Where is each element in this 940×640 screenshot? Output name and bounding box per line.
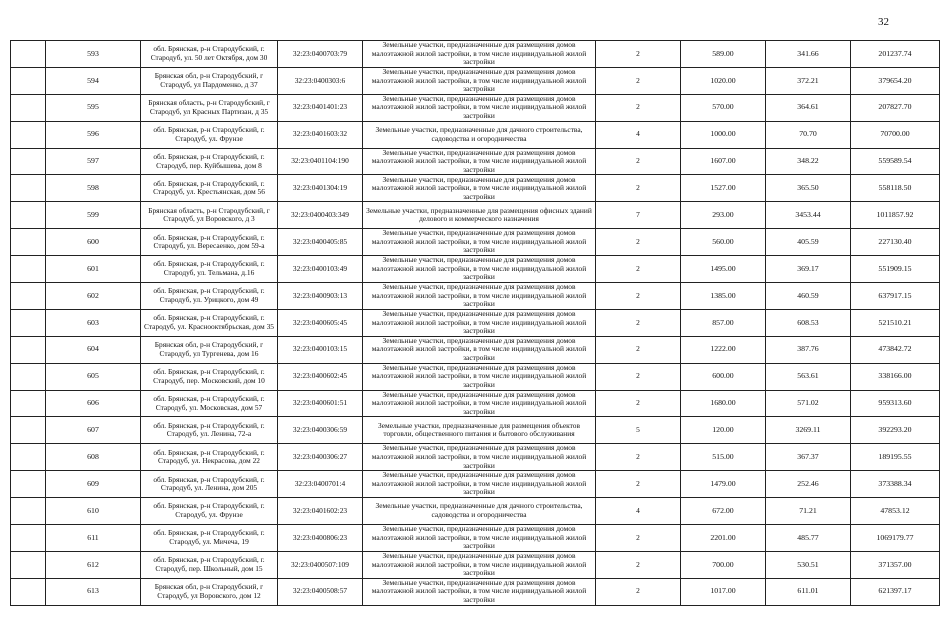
specific-value-cell: 563.61 [766,363,851,390]
cadastral-number-cell: 32:23:0400806:23 [278,525,363,552]
table-row [11,551,940,578]
empty-cell [11,283,46,310]
area-cell: 1020.00 [681,67,766,94]
group-cell: 2 [596,363,681,390]
address-cell: обл. Брянская, р-н Стародубский, г. Стародуб, ул. Крестьянская, дом 56 [141,175,278,202]
row-number-cell: 607 [46,417,141,444]
cadastral-number-cell: 32:23:0400605:45 [278,309,363,336]
cadastral-value-cell: 558118.50 [851,175,940,202]
specific-value-cell: 460.59 [766,283,851,310]
address-cell: Брянская обл, р-н Стародубский, г Стародуб, ул Пардоменко, д 37 [141,67,278,94]
group-cell: 2 [596,229,681,256]
empty-cell [11,525,46,552]
cadastral-value-cell: 1011857.92 [851,202,940,229]
group-cell: 2 [596,283,681,310]
area-cell: 1527.00 [681,175,766,202]
table-row [11,283,940,310]
specific-value-cell: 3453.44 [766,202,851,229]
address-cell: обл. Брянская, р-н Стародубский, г. Стародуб, пер. Куйбышева, дом 8 [141,148,278,175]
empty-cell [11,498,46,525]
address-cell: обл. Брянская, р-н Стародубский, г. Стародуб, ул. Московская, дом 57 [141,390,278,417]
table-row [11,498,940,525]
cadastral-value-cell: 201237.74 [851,41,940,68]
address-cell: обл. Брянская, р-н Стародубский, г. Стародуб, ул. Вересаенко, дом 59-а [141,229,278,256]
group-cell: 2 [596,41,681,68]
specific-value-cell: 252.46 [766,471,851,498]
cadastral-value-cell: 637917.15 [851,283,940,310]
group-cell: 2 [596,471,681,498]
area-cell: 1000.00 [681,121,766,148]
cadastral-number-cell: 32:23:0400303:6 [278,67,363,94]
empty-cell [11,551,46,578]
land-use-cell: Земельные участки, предназначенные для размещения домов малоэтажной жилой застройки, в том числе индивидуальной жилой застройки [363,67,596,94]
group-cell: 5 [596,417,681,444]
specific-value-cell: 571.02 [766,390,851,417]
address-cell: обл. Брянская, р-н Стародубский, г. Стародуб, ул. Фрунзе [141,498,278,525]
empty-cell [11,202,46,229]
area-cell: 1222.00 [681,336,766,363]
empty-cell [11,94,46,121]
group-cell: 2 [596,525,681,552]
area-cell: 1495.00 [681,256,766,283]
row-number-cell: 613 [46,578,141,605]
land-use-cell: Земельные участки, предназначенные для размещения домов малоэтажной жилой застройки, в том числе индивидуальной жилой застройки [363,229,596,256]
specific-value-cell: 341.66 [766,41,851,68]
land-use-cell: Земельные участки, предназначенные для размещения домов малоэтажной жилой застройки, в том числе индивидуальной жилой застройки [363,148,596,175]
land-use-cell: Земельные участки, предназначенные для размещения домов малоэтажной жилой застройки, в том числе индивидуальной жилой застройки [363,41,596,68]
table-row [11,309,940,336]
land-use-cell: Земельные участки, предназначенные для размещения домов малоэтажной жилой застройки, в том числе индивидуальной жилой застройки [363,283,596,310]
address-cell: обл. Брянская, р-н Стародубский, г. Стародуб, пер. Школьный, дом 15 [141,551,278,578]
row-number-cell: 602 [46,283,141,310]
table-row [11,41,940,68]
row-number-cell: 609 [46,471,141,498]
cadastral-number-cell: 32:23:0400703:79 [278,41,363,68]
row-number-cell: 611 [46,525,141,552]
specific-value-cell: 369.17 [766,256,851,283]
specific-value-cell: 365.50 [766,175,851,202]
land-use-cell: Земельные участки, предназначенные для размещения домов малоэтажной жилой застройки, в том числе индивидуальной жилой застройки [363,175,596,202]
address-cell: обл. Брянская, р-н Стародубский, г. Стародуб, ул. Мичеча, 19 [141,525,278,552]
land-use-cell: Земельные участки, предназначенные для дачного строительства, садоводства и огородничества [363,498,596,525]
group-cell: 2 [596,67,681,94]
cadastral-value-cell: 47853.12 [851,498,940,525]
group-cell: 2 [596,390,681,417]
area-cell: 570.00 [681,94,766,121]
table-row [11,471,940,498]
empty-cell [11,148,46,175]
specific-value-cell: 348.22 [766,148,851,175]
cadastral-value-cell: 621397.17 [851,578,940,605]
specific-value-cell: 608.53 [766,309,851,336]
area-cell: 589.00 [681,41,766,68]
land-use-cell: Земельные участки, предназначенные для размещения объектов торговли, общественного питания и бытового обслуживания [363,417,596,444]
specific-value-cell: 405.59 [766,229,851,256]
empty-cell [11,363,46,390]
row-number-cell: 604 [46,336,141,363]
group-cell: 7 [596,202,681,229]
specific-value-cell: 71.21 [766,498,851,525]
group-cell: 2 [596,256,681,283]
area-cell: 600.00 [681,363,766,390]
cadastral-number-cell: 32:23:0401602:23 [278,498,363,525]
cadastral-value-cell: 379654.20 [851,67,940,94]
specific-value-cell: 367.37 [766,444,851,471]
address-cell: обл. Брянская, р-н Стародубский, г. Стародуб, ул. Ленина, дом 205 [141,471,278,498]
land-use-cell: Земельные участки, предназначенные для размещения домов малоэтажной жилой застройки, в том числе индивидуальной жилой застройки [363,336,596,363]
empty-cell [11,256,46,283]
land-use-cell: Земельные участки, предназначенные для размещения домов малоэтажной жилой застройки, в том числе индивидуальной жилой застройки [363,390,596,417]
cadastral-number-cell: 32:23:0400701:4 [278,471,363,498]
area-cell: 120.00 [681,417,766,444]
table-row [11,175,940,202]
cadastral-number-cell: 32:23:0401603:32 [278,121,363,148]
row-number-cell: 596 [46,121,141,148]
cadastral-number-cell: 32:23:0401304:19 [278,175,363,202]
empty-cell [11,229,46,256]
cadastral-value-cell: 207827.70 [851,94,940,121]
table-row [11,256,940,283]
land-use-cell: Земельные участки, предназначенные для размещения домов малоэтажной жилой застройки, в том числе индивидуальной жилой застройки [363,444,596,471]
cadastral-value-cell: 70700.00 [851,121,940,148]
table-row [11,525,940,552]
row-number-cell: 608 [46,444,141,471]
land-use-cell: Земельные участки, предназначенные для дачного строительства, садоводства и огородничества [363,121,596,148]
empty-cell [11,41,46,68]
table-body [11,41,940,606]
land-use-cell: Земельные участки, предназначенные для размещения домов малоэтажной жилой застройки, в том числе индивидуальной жилой застройки [363,309,596,336]
row-number-cell: 605 [46,363,141,390]
cadastral-number-cell: 32:23:0400602:45 [278,363,363,390]
group-cell: 4 [596,498,681,525]
table-row [11,94,940,121]
table-row [11,67,940,94]
cadastral-number-cell: 32:23:0401401:23 [278,94,363,121]
table-row [11,578,940,605]
table-row [11,390,940,417]
row-number-cell: 597 [46,148,141,175]
area-cell: 1607.00 [681,148,766,175]
land-use-cell: Земельные участки, предназначенные для размещения офисных зданий делового и коммерческого назначения [363,202,596,229]
group-cell: 2 [596,175,681,202]
group-cell: 2 [596,444,681,471]
address-cell: обл. Брянская, р-н Стародубский, г. Стародуб, ул. Тельмана, д.16 [141,256,278,283]
table-row [11,363,940,390]
address-cell: Брянская область, р-н Стародубский, г Стародуб, ул Воровского, д 3 [141,202,278,229]
address-cell: обл. Брянская, р-н Стародубский, г. Стародуб, ул. Урицкого, дом 49 [141,283,278,310]
row-number-cell: 598 [46,175,141,202]
specific-value-cell: 485.77 [766,525,851,552]
table-row [11,336,940,363]
empty-cell [11,444,46,471]
area-cell: 1017.00 [681,578,766,605]
area-cell: 2201.00 [681,525,766,552]
specific-value-cell: 611.01 [766,578,851,605]
area-cell: 857.00 [681,309,766,336]
table-row [11,121,940,148]
empty-cell [11,309,46,336]
land-use-cell: Земельные участки, предназначенные для размещения домов малоэтажной жилой застройки, в том числе индивидуальной жилой застройки [363,256,596,283]
address-cell: обл. Брянская, р-н Стародубский, г. Стародуб, ул. 50 лет Октября, дом 30 [141,41,278,68]
address-cell: Брянская обл, р-н Стародубский, г Стародуб, ул Тургенева, дом 16 [141,336,278,363]
specific-value-cell: 3269.11 [766,417,851,444]
cadastral-value-cell: 959313.60 [851,390,940,417]
cadastral-value-cell: 373388.34 [851,471,940,498]
row-number-cell: 601 [46,256,141,283]
cadastral-value-cell: 392293.20 [851,417,940,444]
row-number-cell: 595 [46,94,141,121]
cadastral-value-table [10,40,940,606]
group-cell: 2 [596,148,681,175]
row-number-cell: 599 [46,202,141,229]
address-cell: Брянская обл, р-н Стародубский, г Стародуб, ул Воровского, дом 12 [141,578,278,605]
cadastral-value-cell: 559589.54 [851,148,940,175]
cadastral-value-cell: 1069179.77 [851,525,940,552]
table-row [11,229,940,256]
empty-cell [11,121,46,148]
group-cell: 2 [596,94,681,121]
area-cell: 700.00 [681,551,766,578]
address-cell: обл. Брянская, р-н Стародубский, г. Стародуб, ул. Фрунзе [141,121,278,148]
land-use-cell: Земельные участки, предназначенные для размещения домов малоэтажной жилой застройки, в том числе индивидуальной жилой застройки [363,471,596,498]
cadastral-value-cell: 189195.55 [851,444,940,471]
specific-value-cell: 70.70 [766,121,851,148]
group-cell: 4 [596,121,681,148]
empty-cell [11,578,46,605]
empty-cell [11,175,46,202]
table-row [11,202,940,229]
cadastral-number-cell: 32:23:0400103:49 [278,256,363,283]
cadastral-number-cell: 32:23:0400306:59 [278,417,363,444]
area-cell: 515.00 [681,444,766,471]
land-use-cell: Земельные участки, предназначенные для размещения домов малоэтажной жилой застройки, в том числе индивидуальной жилой застройки [363,525,596,552]
area-cell: 560.00 [681,229,766,256]
cadastral-value-cell: 227130.40 [851,229,940,256]
empty-cell [11,336,46,363]
row-number-cell: 600 [46,229,141,256]
address-cell: обл. Брянская, р-н Стародубский, г. Стародуб, ул. Ленина, 72-а [141,417,278,444]
row-number-cell: 603 [46,309,141,336]
row-number-cell: 612 [46,551,141,578]
cadastral-number-cell: 32:23:0400403:349 [278,202,363,229]
cadastral-number-cell: 32:23:0401104:190 [278,148,363,175]
empty-cell [11,67,46,94]
area-cell: 1385.00 [681,283,766,310]
cadastral-number-cell: 32:23:0400507:109 [278,551,363,578]
table-row [11,444,940,471]
cadastral-value-cell: 371357.00 [851,551,940,578]
land-use-cell: Земельные участки, предназначенные для размещения домов малоэтажной жилой застройки, в том числе индивидуальной жилой застройки [363,94,596,121]
address-cell: обл. Брянская, р-н Стародубский, г. Стародуб, ул. Некрасова, дом 22 [141,444,278,471]
cadastral-number-cell: 32:23:0400405:85 [278,229,363,256]
specific-value-cell: 387.76 [766,336,851,363]
address-cell: обл. Брянская, р-н Стародубский, г. Стародуб, ул. Краснооктябрьская, дом 35 [141,309,278,336]
cadastral-number-cell: 32:23:0400306:27 [278,444,363,471]
cadastral-number-cell: 32:23:0400903:13 [278,283,363,310]
empty-cell [11,471,46,498]
page-number: 32 [878,16,889,28]
cadastral-number-cell: 32:23:0400601:51 [278,390,363,417]
row-number-cell: 594 [46,67,141,94]
row-number-cell: 610 [46,498,141,525]
land-use-cell: Земельные участки, предназначенные для размещения домов малоэтажной жилой застройки, в том числе индивидуальной жилой застройки [363,578,596,605]
row-number-cell: 593 [46,41,141,68]
cadastral-value-cell: 338166.00 [851,363,940,390]
specific-value-cell: 364.61 [766,94,851,121]
cadastral-number-cell: 32:23:0400103:15 [278,336,363,363]
empty-cell [11,390,46,417]
area-cell: 672.00 [681,498,766,525]
area-cell: 293.00 [681,202,766,229]
cadastral-value-cell: 551909.15 [851,256,940,283]
empty-cell [11,417,46,444]
cadastral-value-cell: 473842.72 [851,336,940,363]
group-cell: 2 [596,578,681,605]
group-cell: 2 [596,551,681,578]
address-cell: Брянская область, р-н Стародубский, г Стародуб, ул Красных Партизан, д 35 [141,94,278,121]
row-number-cell: 606 [46,390,141,417]
group-cell: 2 [596,336,681,363]
specific-value-cell: 530.51 [766,551,851,578]
area-cell: 1479.00 [681,471,766,498]
group-cell: 2 [596,309,681,336]
specific-value-cell: 372.21 [766,67,851,94]
land-use-cell: Земельные участки, предназначенные для размещения домов малоэтажной жилой застройки, в том числе индивидуальной жилой застройки [363,551,596,578]
table-row [11,148,940,175]
land-use-cell: Земельные участки, предназначенные для размещения домов малоэтажной жилой застройки, в том числе индивидуальной жилой застройки [363,363,596,390]
cadastral-number-cell: 32:23:0400508:57 [278,578,363,605]
table-row [11,417,940,444]
address-cell: обл. Брянская, р-н Стародубский, г. Стародуб, пер. Московский, дом 10 [141,363,278,390]
cadastral-value-cell: 521510.21 [851,309,940,336]
area-cell: 1680.00 [681,390,766,417]
